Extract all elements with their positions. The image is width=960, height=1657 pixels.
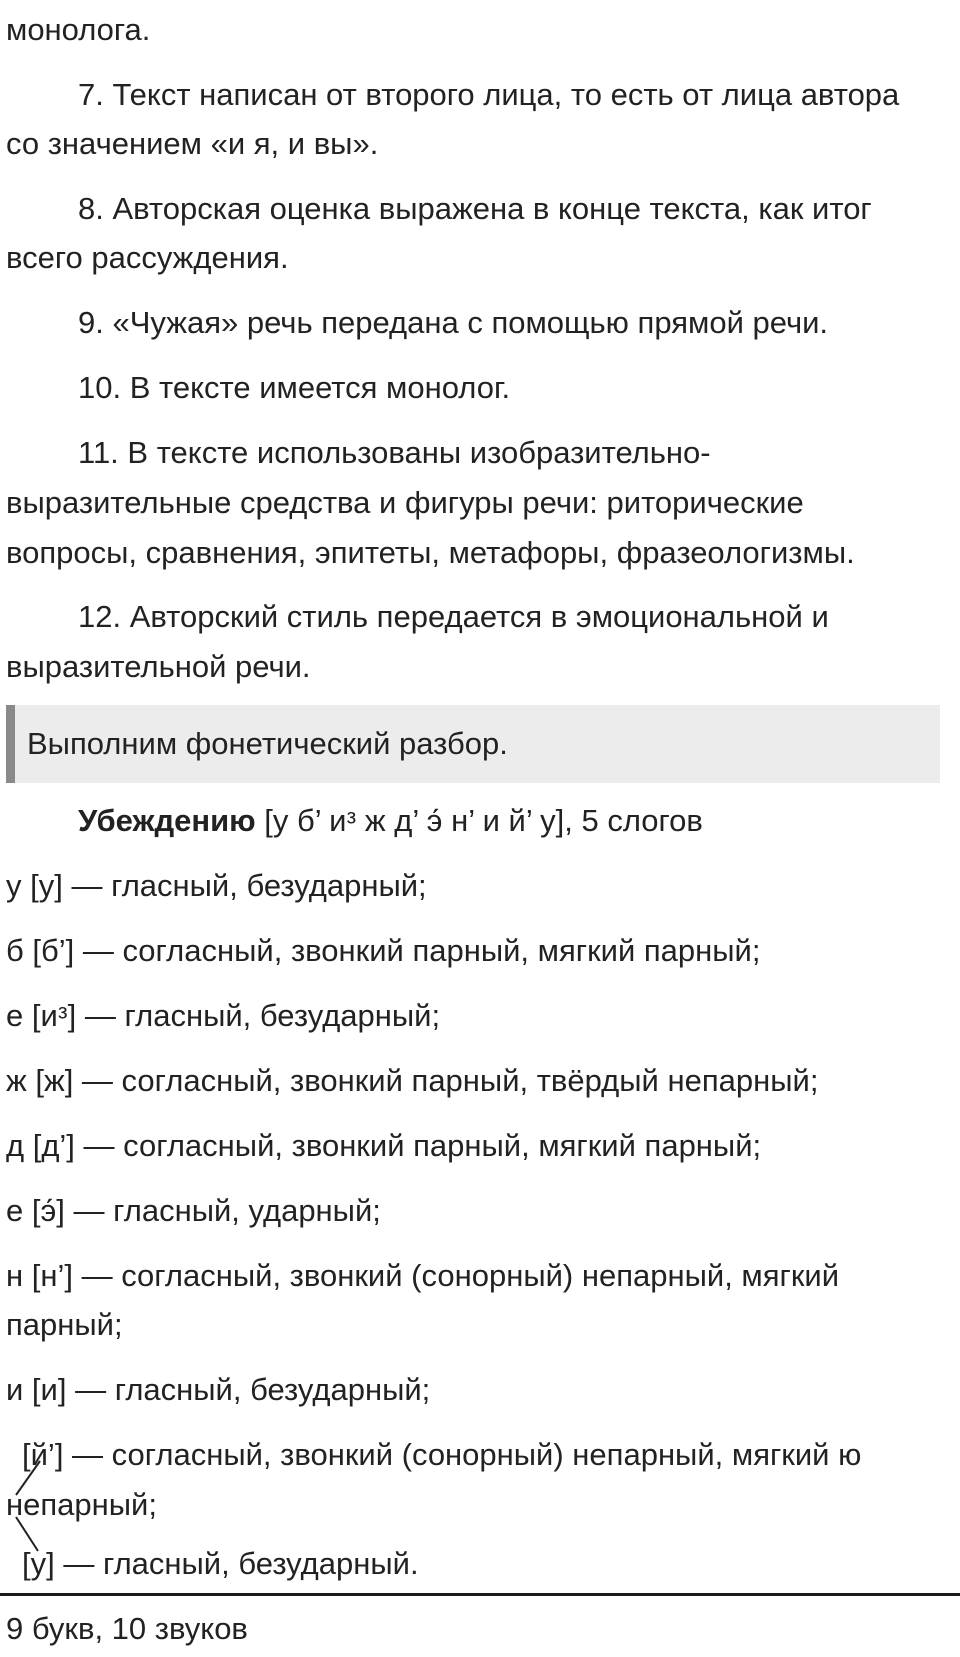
- analyzed-word: Убеждению: [78, 803, 256, 838]
- text-line: 8. Авторская оценка выражена в конце текста, как итог: [78, 191, 872, 226]
- phoneme-row: е [э́] — гласный, ударный;: [6, 1193, 381, 1228]
- summary-text: 9 букв, 10 звуков: [6, 1611, 248, 1646]
- text-line: 7. Текст написан от второго лица, то есть от лица автора: [78, 77, 900, 112]
- phoneme-row: д [д’] — согласный, звонкий парный, мягкий парный;: [6, 1128, 762, 1163]
- phoneme-row-continued: непарный;: [6, 1487, 157, 1522]
- phoneme-row: у [у] — гласный, безударный;: [6, 868, 427, 903]
- phoneme-row: [у] — гласный, безударный.: [22, 1546, 419, 1581]
- phoneme-row-continued: парный;: [6, 1307, 123, 1342]
- word-header: [78, 797, 703, 845]
- divider-line: [0, 1593, 960, 1596]
- text-line: 12. Авторский стиль передается в эмоциональной и: [78, 599, 829, 634]
- callout-text: Выполним фонетический разбор.: [27, 726, 508, 761]
- text-line: выразительные средства и фигуры речи: риторические: [6, 485, 804, 520]
- text-line: вопросы, сравнения, эпитеты, метафоры, фразеологизмы.: [6, 535, 855, 570]
- text-line: 9. «Чужая» речь передана с помощью прямой речи.: [78, 305, 829, 340]
- phoneme-row: б [б’] — согласный, звонкий парный, мягкий парный;: [6, 933, 761, 968]
- transcription: [у б’ иᵌ ж д’ э́ н’ и й’ у], 5 слогов: [255, 803, 703, 838]
- text-line: 10. В тексте имеется монолог.: [78, 370, 511, 405]
- text-line: 11. В тексте использованы изобразительно-: [78, 435, 711, 470]
- letter-split-mark: [10, 1455, 50, 1555]
- text-line: монолога.: [6, 12, 151, 47]
- phoneme-row: ж [ж] — согласный, звонкий парный, твёрдый непарный;: [6, 1063, 819, 1098]
- phoneme-row: е [иᵌ] — гласный, безударный;: [6, 998, 441, 1033]
- text-line: всего рассуждения.: [6, 240, 289, 275]
- section-callout: [6, 705, 940, 783]
- phoneme-row: н [н’] — согласный, звонкий (сонорный) непарный, мягкий: [6, 1258, 840, 1293]
- phoneme-row: [й’] — согласный, звонкий (сонорный) непарный, мягкий ю: [22, 1437, 862, 1472]
- phoneme-row: и [и] — гласный, безударный;: [6, 1372, 431, 1407]
- text-line: выразительной речи.: [6, 649, 311, 684]
- text-line: со значением «и я, и вы».: [6, 126, 379, 161]
